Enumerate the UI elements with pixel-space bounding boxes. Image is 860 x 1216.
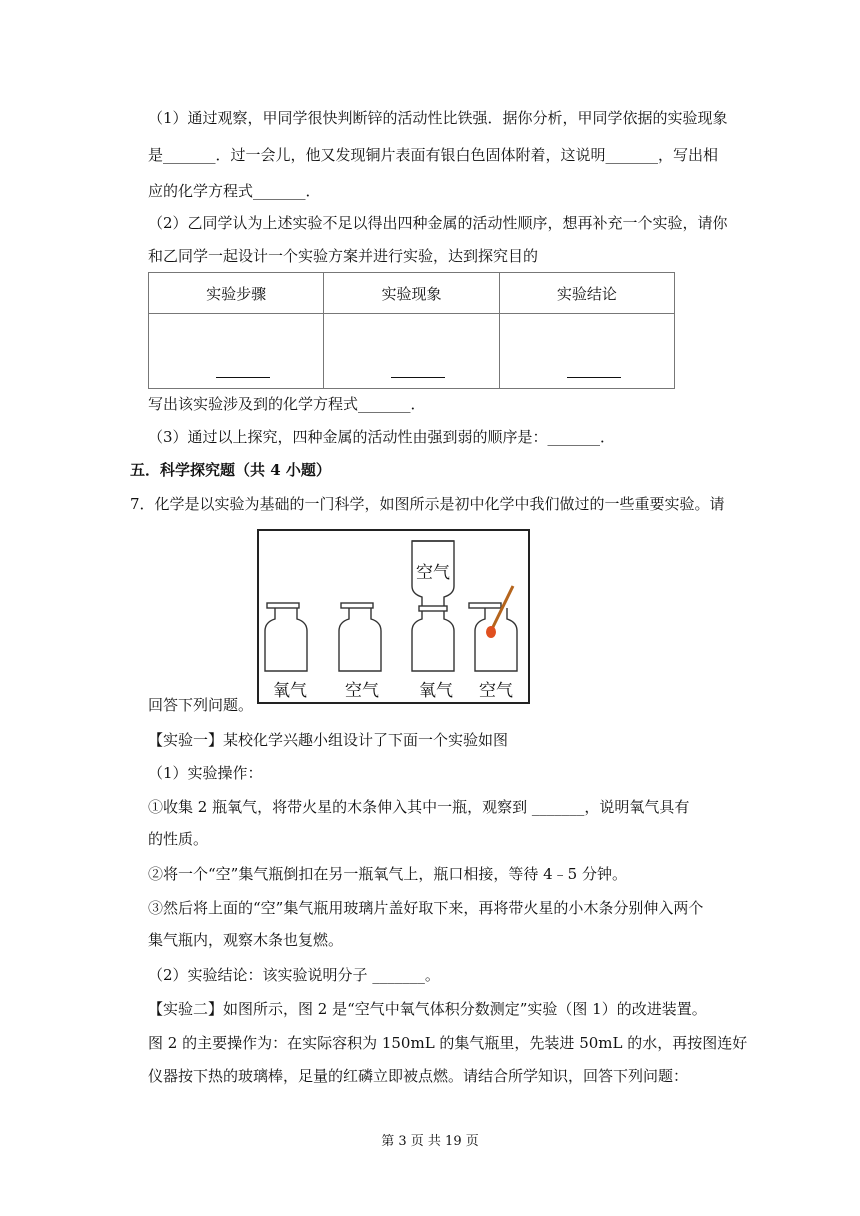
table-cell-conclusion <box>499 314 674 389</box>
table-header-steps: 实验步骤 <box>149 273 324 314</box>
q7-intro: 7．化学是以实验为基础的一门科学，如图所示是初中化学中我们做过的一些重要实验。请 <box>130 495 725 513</box>
experiment-table <box>148 272 675 389</box>
table-header-conclusion: 实验结论 <box>499 273 674 314</box>
step-2-line: ②将一个“空”集气瓶倒扣在另一瓶氧气上，瓶口相接，等待 4﹣5 分钟。 <box>148 865 627 883</box>
step-3-line-1: ③然后将上面的“空”集气瓶用玻璃片盖好取下来，再将带火星的小木条分别伸入两个 <box>148 899 704 917</box>
section-heading: 五．科学探究题（共 4 小题） <box>130 461 331 479</box>
table-cell-steps <box>149 314 324 389</box>
q3-line: （3）通过以上探究，四种金属的活动性由强到弱的顺序是：_______． <box>148 428 616 446</box>
bottle-label-oxygen-1: 氧气 <box>273 681 307 700</box>
table-cell-phenomenon <box>324 314 499 389</box>
bottle-label-oxygen-2: 氧气 <box>419 681 453 700</box>
experiment-2-line-2: 图 2 的主要操作为：在实际容积为 150mL 的集气瓶里，先装进 50mL 的水，再按图连好 <box>148 1034 748 1052</box>
q1-line-2: 是_______．过一会儿，他又发现铜片表面有银白色固体附着，这说明_______，写出相 <box>148 146 719 164</box>
experiment-1-conclusion: （2）实验结论：该实验说明分子 _______。 <box>148 966 440 984</box>
gas-bottles-illustration <box>259 531 528 702</box>
experiment-1-operation: （1）实验操作： <box>148 764 263 782</box>
inverted-bottle-label: 空气 <box>416 563 450 582</box>
q2-line-1: （2）乙同学认为上述实验不足以得出四种金属的活动性顺序，想再补充一个实验，请你 <box>148 214 728 232</box>
step-1-line-1: ①收集 2 瓶氧气，将带火星的木条伸入其中一瓶，观察到 _______，说明氧气具有 <box>148 798 690 816</box>
q1-line-3: 应的化学方程式_______． <box>148 182 321 200</box>
experiment-2-line-3: 仪器按下热的玻璃棒，足量的红磷立即被点燃。请结合所学知识，回答下列问题： <box>148 1067 689 1085</box>
step-1-line-2: 的性质。 <box>148 830 209 848</box>
bottle-experiment-figure <box>257 529 530 704</box>
bottle-label-air-1: 空气 <box>345 681 379 700</box>
equation-prompt: 写出该实验涉及到的化学方程式_______． <box>148 395 426 413</box>
answer-blank <box>391 377 445 378</box>
experiment-2-line-1: 【实验二】如图所示，图 2 是“空气中氧气体积分数测定”实验（图 1）的改进装置。 <box>148 1000 707 1018</box>
answer-blank <box>567 377 621 378</box>
q1-line-1: （1）通过观察，甲同学很快判断锌的活动性比铁强．据你分析，甲同学依据的实验现象 <box>148 109 728 127</box>
step-3-line-2: 集气瓶内，观察木条也复燃。 <box>148 931 344 949</box>
answer-prompt: 回答下列问题。 <box>148 696 254 714</box>
bottle-label-air-2: 空气 <box>479 681 513 700</box>
table-header-phenomenon: 实验现象 <box>324 273 499 314</box>
experiment-1-title: 【实验一】某校化学兴趣小组设计了下面一个实验如图 <box>148 731 509 749</box>
q2-line-2: 和乙同学一起设计一个实验方案并进行实验，达到探究目的 <box>148 247 539 265</box>
answer-blank <box>216 377 270 378</box>
flame-icon <box>486 626 496 638</box>
page-footer: 第 3 页 共 19 页 <box>381 1134 479 1149</box>
